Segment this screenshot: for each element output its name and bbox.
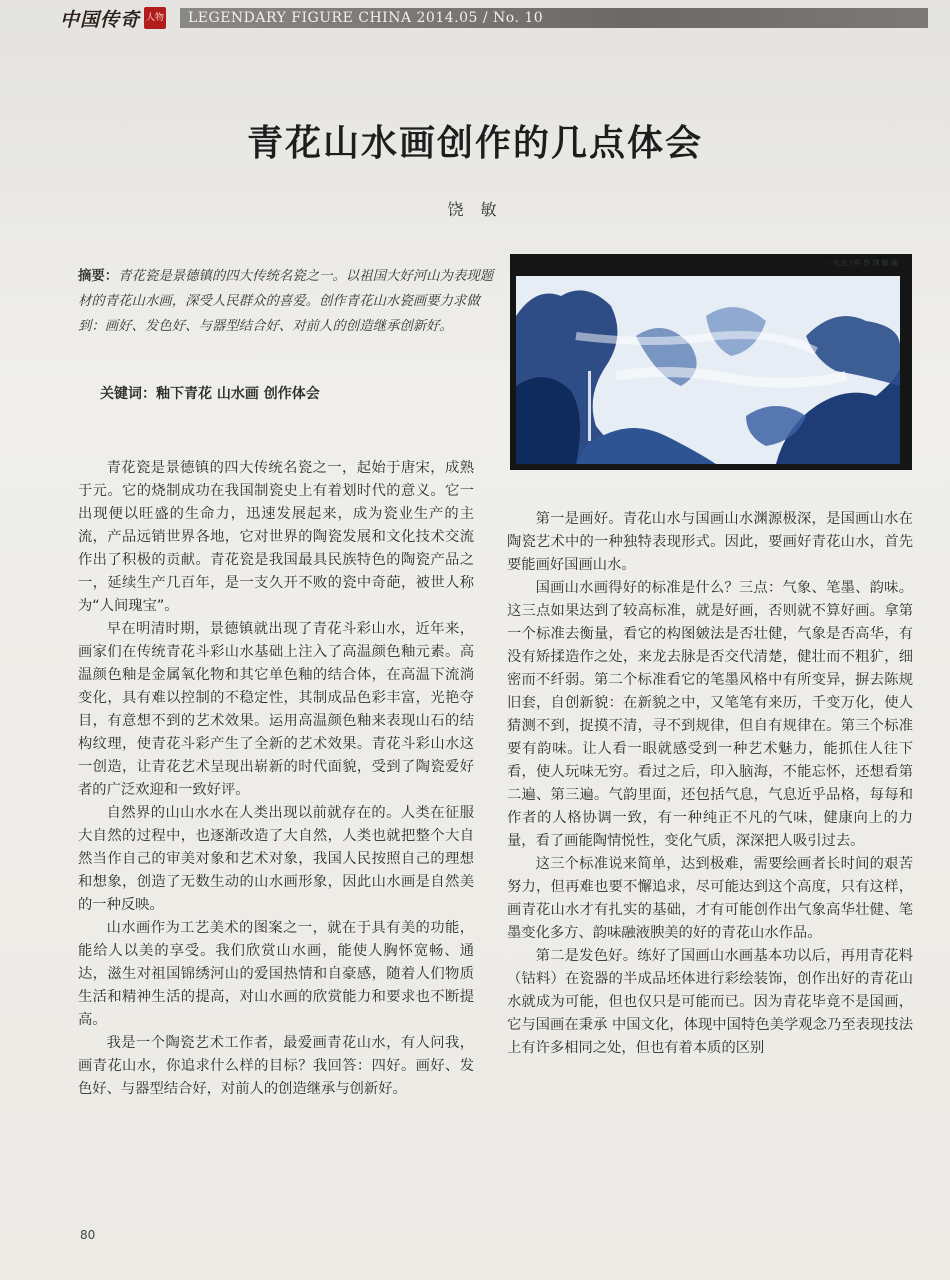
abstract-text: 青花瓷是景德镇的四大传统名瓷之一。以祖国大好河山为表现题材的青花山水画，深受人民群众的喜爱。创作青花山水瓷画要力求做到：画好、发色好、与器型结合好、对前人的创造继承创新好。	[78, 269, 494, 334]
magazine-header	[60, 4, 920, 32]
logo-text: 中国传奇	[60, 8, 141, 31]
article-keywords: 关键词：釉下青花 山水画 创作体会	[100, 386, 320, 402]
paragraph: 早在明清时期，景德镇就出现了青花斗彩山水，近年来，画家们在传统青花斗彩山水基础上注入了高温颜色釉元素。高温颜色釉是金属氧化物和其它单色釉的结合体，在高温下流淌变化，具有难以控制的不稳定性，其制成品色彩丰富，光艳夺目，有意想不到的艺术效果。运用高温颜色釉来表现山石的结构纹理，使青花斗彩产生了全新的艺术效果。青花斗彩山水这一创造，让青花艺术呈现出崭新的时代面貌，受到了陶瓷爱好者的广泛欢迎和一致好评。	[78, 621, 474, 798]
paragraph: 国画山水画得好的标准是什么？三点：气象、笔墨、韵味。这三点如果达到了较高标准，就是好画，否则就不算好画。拿第一个标准去衡量，看它的构图皴法是否壮健，气象是否高华，有没有矫揉造作之处，来龙去脉是否交代清楚，健壮而不粗犷，细密而不纤弱。第二个标准看它的笔墨风格中有所变异，摒去陈规旧套，自创新貌：在新貌之中，又笔笔有来历，千变万化，使人猜测不到，捉摸不清，寻不到规律，但自有规律在。第三个标准要有韵味。让人看一眼就感受到一种艺术魅力，能抓住人往下看，使人玩味无穷。看过之后，印入脑海，不能忘怀，还想看第二遍、第三遍。气韵里面，还包括气息，气息近乎品格，每每和作者的人格协调一致，有一种纯正不凡的气味，健康向上的力量，看了画能陶情悦性，变化气质，深深把人吸引过去。	[507, 580, 913, 849]
painting-inscription: 一九五三年 作 饶 敏 画	[826, 259, 898, 267]
landscape-painting-image	[510, 254, 912, 470]
blue-white-landscape-illustration	[516, 276, 900, 464]
article-abstract	[78, 264, 496, 339]
paragraph: 山水画作为工艺美术的图案之一，就在于具有美的功能，能给人以美的享受。我们欣赏山水画，能使人胸怀宽畅、通达，滋生对祖国锦绣河山的爱国热情和自豪感，随着人们物质生活和精神生活的提高，对山水画的欣赏能力和要求也不断提高。	[78, 920, 474, 1028]
paragraph: 自然界的山山水水在人类出现以前就存在的。人类在征服大自然的过程中，也逐渐改造了大自然，人类也就把整个大自然当作自己的审美对象和艺术对象，我国人民按照自己的理想和想象，创造了无数生动的山水画形象，因此山水画是自然美的一种反映。	[78, 805, 474, 913]
abstract-label: 摘要：	[78, 269, 119, 284]
header-band	[180, 8, 928, 28]
paragraph: 第二是发色好。练好了国画山水画基本功以后，再用青花料（钴料）在瓷器的半成品坯体进行彩绘装饰，创作出好的青花山水就成为可能，但也仅只是可能而已。因为青花毕竟不是国画，它与国画在秉承 中国文化，体现中国特色美学观念乃至表现技法上有许多相同之处，但也有着本质的区别	[507, 948, 913, 1056]
paragraph: 第一是画好。青花山水与国画山水渊源极深，是国画山水在陶瓷艺术中的一种独特表现形式。因此，要画好青花山水，首先要能画好国画山水。	[507, 511, 913, 573]
header-band-text: LEGENDARY FIGURE CHINA 2014.05 / No. 10	[188, 10, 544, 26]
page-number: 80	[80, 1228, 96, 1242]
paragraph: 青花瓷是景德镇的四大传统名瓷之一，起始于唐宋，成熟于元。它的烧制成功在我国制瓷史上有着划时代的意义。它一出现便以旺盛的生命力，迅速发展起来，成为瓷业生产的主流，产品远销世界各地，它对世界的陶瓷发展和文化技术交流作出了积极的贡献。青花瓷是我国最具民族特色的陶瓷产品之一，延续生产几百年，是一支久开不败的瓷中奇葩，被世人称为“人间瑰宝”。	[78, 460, 474, 614]
article-author: 饶 敏	[447, 200, 503, 219]
paragraph: 这三个标准说来简单，达到极难，需要绘画者长时间的艰苦努力，但再难也要不懈追求，尽可能达到这个高度，只有这样，画青花山水才有扎实的基础，才有可能创作出气象高华壮健、笔墨变化多方、韵味融液腴美的好的青花山水作品。	[507, 856, 913, 941]
paragraph: 我是一个陶瓷艺术工作者，最爱画青花山水，有人问我，画青花山水，你追求什么样的目标？我回答：四好。画好、发色好、与器型结合好，对前人的创造继承与创新好。	[78, 1035, 474, 1097]
painting-canvas	[516, 276, 900, 464]
left-text-column	[78, 457, 474, 1101]
logo-seal-icon: 人物	[144, 7, 166, 29]
magazine-logo	[60, 4, 166, 32]
article-title: 青花山水画创作的几点体会	[246, 122, 703, 164]
right-text-column	[507, 508, 913, 1060]
